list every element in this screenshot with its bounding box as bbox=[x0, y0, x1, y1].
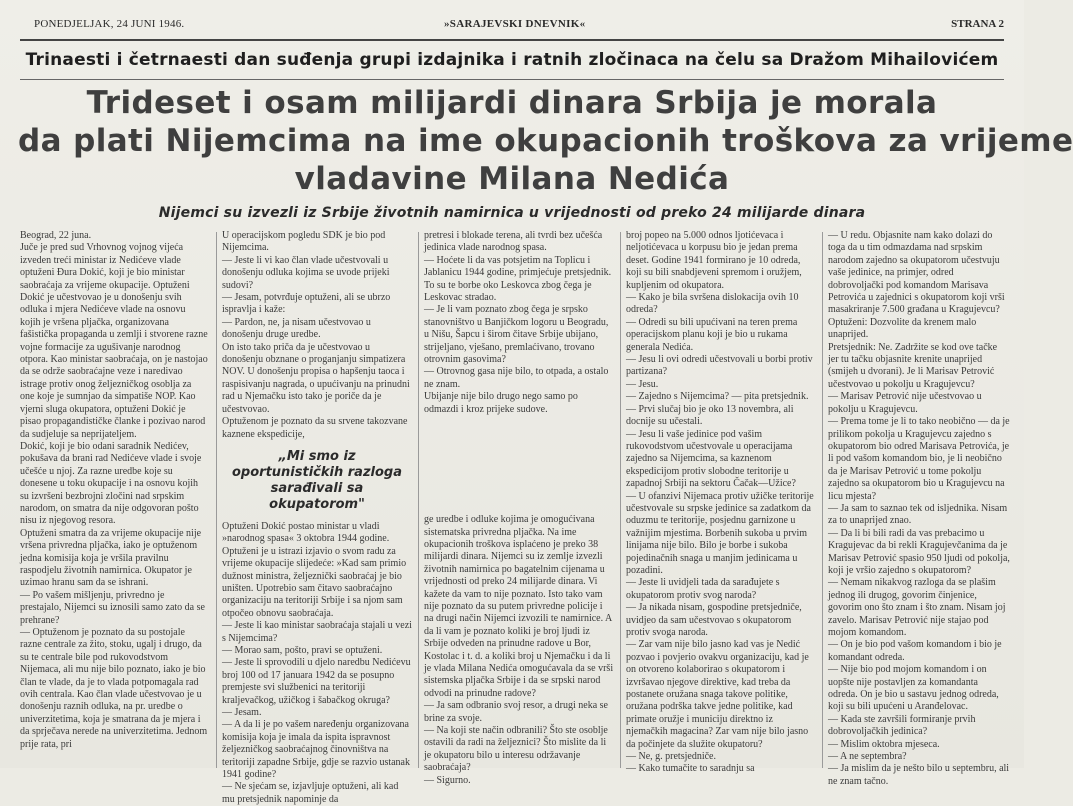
kicker-headline: Trinaesti i četrnaesti dan suđenja grupi izdajnika i ratnih zločinaca na čelu sa Dražom Mihailovićem bbox=[25, 50, 999, 70]
column-divider-4 bbox=[822, 232, 823, 768]
column-2-text: U operacijskom pogledu SDK je bio pod Nijemcima. — Jeste li vi kao član vlade učestvovali u donošenju odluka kojima se uvode prijeki sudovi? — Jesam, potvrđuje optuženi, ali se ubrzo ispravlja i kaže: — Pardon, ne, ja nisam učestvovao u donošenju druge uredbe. On isto tako priča da je učestvovao u donošenju obznane o proganjanju simpatizera NOV. U donošenju propisa o hapšenju taoca i raspisivanju nagrada, o upućivanju na prinudni rad u Njemačku isto tako je poriče da je učestvovao. Optuženom je poznato da su srvene takozvane kaznene ekspedicije, bbox=[222, 230, 410, 440]
column-5 bbox=[828, 230, 1010, 787]
masthead-date: PONEDJELJAK, 24 JUNI 1946. bbox=[34, 18, 185, 30]
column-1-text: Beograd, 22 juna. Juče je pred sud Vrhovnog vojnog vijeća izveden treći ministar iz Nedićeve vlade optuženi Đura Dokić, koji je bio ministar saobraćaja za vrijeme okupacije. Optuženi Dokić je učestvovao je u donošenju svih odluka i mjera Nedićeve vlade na osnovu kojih je vršena pljačka, organizovana fašistička propaganda u zemlji i stvorene razne vojne formacije za ugušivanje narodnog otpora. Kao ministar saobraćaja, on je nastojao da se održe saobraćajne veze i naredivao istrage protiv onog željezničkog osoblja za one koje je sumnjao da simpatiše NOP. Kao vjerni sluga okupatora, optuženi Dokić je pisao propagandističke članke i pozivao narod da sudjeluje sa neprijateljem. Dokić, koji je bio odani saradnik Nedićev, pokušava da brani rad Nedićeve vlade i svoje učešće u njoj. Za razne uredbe koje su donesene u toku okupacije i na osnovu kojih su izvršeni bezbrojni zločini nad srpskim narodom, on smatra da nije odgovoran pošto nisu iz njegovog resora. Optuženi smatra da za vrijeme okupacije nije vršena privredna pljačka, iako je optuženom jedna komisija koja je vršila pravilnu raspodjelu životnih namirnica. Okupator je uzimao hranu sam da se ishrani. — Po vašem mišljenju, privredno je prestajalo, Nijemci su iznosili samo zato da se prehrane? — Optuženom je poznato da su postojale razne centrale za žito, stoku, ugalj i drugo, da su te centrale bile pod rukovodstvom Nijemaca, ali mu nije bilo poznato, iako je bio član te vlade, da je to vlada potpomagala rad ovih centrala. Kao član vlade učestvovao je u donošenju raznih odluka, na pr. uredbe o univerzitetima, koja je smatrana da je mjera i da sprječava nerede na univerzitetima. Jednom prije rata, pri bbox=[20, 230, 208, 750]
column-3 bbox=[424, 230, 614, 786]
column-4 bbox=[626, 230, 816, 775]
column-3-text-b: ge uredbe i odluke kojima je omogućivana sistematska privredna pljačka. Na ime okupacionih troškova isplaćeno je preko 38 milijardi dinara. Nijemci su iz zemlje izvezli životnih namirnica po bagatelnim cijenama u vrijednosti od preko 24 milijarde dinara. Vi kažete da vam to nije poznato. Isto tako vam nije poznato da su putem privredne policije i na drugi način Nijemci izvozili te namirnice. A da li vam je poznato koliki je broj ljudi iz Srbije odveden na prinudne radove u Bor, Kostolac i t. d. a koliki broj u Njemačku i da li je vlada Milana Nedića omogućavala da se vrši sistemska pljačka Srbije i da se srpski narod odvodi na prinudne radove? — Ja sam odbranio svoj resor, a drugi neka se brine za svoje. — Na koji ste način odbranili? Što ste osoblje ostavili da radi na željeznici? Što mislite da li je okupatoru bilo u interesu održavanje saobraćaja? — Sigurno. bbox=[424, 514, 614, 786]
masthead-page-number: STRANA 2 bbox=[951, 18, 1004, 30]
column-3-text: pretresi i blokade terena, ali tvrdi bez učešća jedinica vlade narodnog spasa. — Hoćete li da vas potsjetim na Toplicu i Jablanicu 1944 godine, primjećuje pretsjednik. To su te borbe oko Leskovca zbog čega je Leskovac stradao. — Je li vam poznato zbog čega je srpsko stanovništvo u Banjičkom logoru u Beogradu, u Nišu, Šapcu i širom čitave Srbije ubijano, strijeljano, vješano, premlaćivano, trovano otrovnim gasovima? — Otrovnog gasa nije bilo, to otpada, a ostalo ne znam. Ubijanje nije bilo drugo nego samo po odmazdi i kroz prijeke sudove. bbox=[424, 230, 612, 415]
article-columns bbox=[14, 230, 1014, 805]
column-2-heading: „Mi smo iz oportunističkih razloga sarađivali sa okupatorom" bbox=[232, 448, 402, 512]
main-headline bbox=[18, 84, 1073, 198]
masthead-rule bbox=[20, 39, 1004, 41]
headline-line-3: vladavine Milana Nedića bbox=[294, 161, 730, 197]
headline-line-2: da plati Nijemcima na ime okupacionih troškova za vrijeme bbox=[18, 123, 1073, 159]
column-4-text: broj popeo na 5.000 odnos ljotićevaca i neljotićevaca u korpusu bio je jedan prema deset. Godine 1941 formirano je 10 odreda, koji su bili snabdjeveni spremom i oružjem, kupljenim od okupatora. — Kako je bila svršena dislokacija ovih 10 odreda? — Odredi su bili upućivani na teren prema operacijskom planu koji je bio u rukama generala Nedića. — Jesu li ovi odredi učestvovali u borbi protiv partizana? — Jesu. — Zajedno s Nijemcima? — pita pretsjednik. — Prvi slučaj bio je oko 13 novembra, ali docnije su učestali. — Jesu li vaše jedinice pod vašim rukovodstvom učestvovale u operacijama zajedno sa Nijemcima, sa kaznenom ekspedicijom protiv slobodne teritorije u zapadnoj Srbiji na sektoru Čačak—Užice? — U ofanzivi Nijemaca protiv užičke teritorije učestvovale su srpske jedinice sa zadatkom da oduzmu te teritorije, posjednu garnizone u važnijim mjestima. Borbenih sukoba u prvim linijama nije bilo. Bilo je borbe i sukoba pojedinačnih snaga u manjim jedinicama u pozadini. — Jeste li uvidjeli tada da sarađujete s okupatorom protiv svog naroda? — Ja nikada nisam, gospodine pretsjedniče, uvidjeo da sam učestvovao s okupatorom protiv svoga naroda. — Zar vam nije bilo jasno kad vas je Nedić pozvao i povjerio ovakvu organizaciju, kad je on otvoreno kolaborirao s okupatorom i izvršavao njegove direktive, kad treba da postanete oružana snaga takove politike, oružana podrška takve jedne politike, kad primate oružje i municiju direktno iz njemačkih magacina? Zar vam nije bilo jasno da počinjete da služite okupatoru? — Ne, g. pretsjedniče. — Kako tumačite to saradnju sa bbox=[626, 230, 814, 775]
masthead bbox=[14, 14, 1014, 38]
subheadline: Nijemci su izvezli iz Srbije životnih namirnica u vrijednosti od preko 24 milijarde dinara bbox=[158, 205, 866, 221]
headline-line-1: Trideset i osam milijardi dinara Srbija je morala bbox=[86, 85, 938, 121]
column-2-text-b: Optuženi Dokić postao ministar u vladi »narodnog spasa« 3 oktobra 1944 godine. Optuženi je u istrazi izjavio o svom radu za vrijeme okupacije slijedeće: »Kad sam primio dužnost ministra, željeznički saobraćaj je bio uništen. Upotrebio sam čitavo saobraćajno organizaciju na teritoriji Srbije i sa njom sam otpočeo obnovu saobraćaja. — Jeste li kao ministar saobraćaja stajali u vezi s Nijemcima? — Morao sam, pošto, pravi se optuženi. — Jeste li sprovodili u djelo naredbu Nedićevu broj 100 od 17 januara 1942 da se posupno premjeste svi službenici na teritoriji kraljevačkog, užičkog i šabačkog okruga? — Jesam. — A da li je po vašem naređenju organizovana komisija koja je imala da ispita ispravnost željezničkog saobraćajnog činovništva na teritoriji zapadne Srbije, gdje se razvio ustanak 1941 godine? — Ne sjećam se, izjavljuje optuženi, ali kad mu pretsjednik napominje da bbox=[222, 520, 412, 805]
masthead-paper-name: »SARAJEVSKI DNEVNIK« bbox=[444, 18, 586, 30]
column-5-text: — U redu. Objasnite nam kako dolazi do toga da u tim odmazdama nad srpskim narodom zajedno sa okupatorom učestvuju vaše jedinice, na primjer, odred dobrovoljački pod komandom Marisava Petrovića u zajednici s okupatorom koji vrši masakriranje 7.500 građana u Kragujevcu? Optuženi: Dozvolite da krenem malo unaprijed. Pretsjednik: Ne. Zadržite se kod ove tačke jer tu tačku objasnite krenite unaprijed (smijeh u dvorani). Je li Marisav Petrović učestvovao u pokolju u Kragujevcu? — Marisav Petrović nije učestvovao u pokolju u Kragujevcu. — Prema tome je li to tako neobično — da je prilikom pokolja u Kragujevcu zajedno s okupatorom bio odred Marisava Petrovića, je li pod vašom komandom bio, je li neobično da je Marisav Petrović u tome pokolju zajedno sa okupatorom bio u Kragujevcu na licu mjesta? — Ja sam to saznao tek od isljednika. Nisam za to unaprijed znao. — Da li bi bili radi da vas prebacimo u Kragujevac da bi rekli Kragujevčanima da je Marisav Petrović spasio 950 ljudi od pokolja, koji je vršio zajedno s okupatorom? — Nemam nikakvog razloga da se plašim jednog ili drugog, govorim činjenice, govorim ono što znam i što znam. Nisam joj zavelo. Marisav Petrović nije stajao pod mojom komandom. — On je bio pod vašom komandom i bio je komandant odreda. — Nije bio pod mojom komandom i on uopšte nije postavljen za komandanta odreda. On je bio u sastavu jednog odreda, koji su bili upućeni u Aranđelovac. — Kada ste završili formiranje prvih dobrovoljačkih jedinica? — Mislim oktobra mjeseca. — A ne septembra? — Ja mislim da je nešto bilo u septembru, ali ne znam tačno. bbox=[828, 230, 1010, 787]
column-3-spacer bbox=[424, 416, 614, 514]
column-divider-3 bbox=[620, 232, 621, 768]
kicker-rule bbox=[20, 79, 1004, 80]
column-divider-1 bbox=[216, 232, 217, 768]
column-1 bbox=[20, 230, 208, 768]
column-divider-2 bbox=[418, 232, 419, 768]
column-2 bbox=[222, 230, 412, 805]
